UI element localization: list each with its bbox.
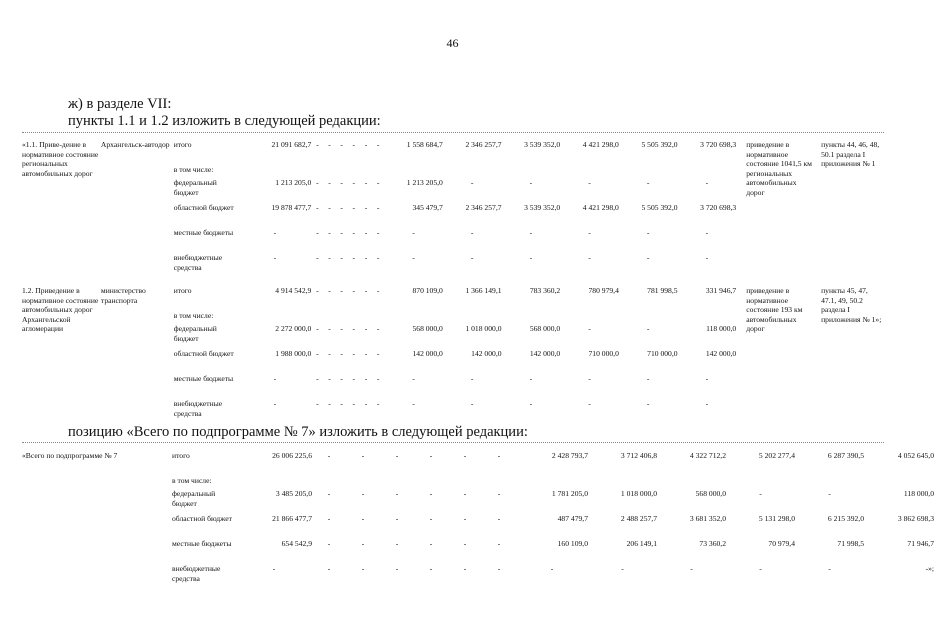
year-cell: - <box>352 203 356 212</box>
year-cell: - <box>328 324 331 333</box>
year-cell: - <box>529 399 533 408</box>
year-cell: 710 000,0 <box>647 349 678 358</box>
year-cell: - <box>463 514 467 523</box>
year-cell: 6 215 392,0 <box>827 514 864 523</box>
year-cell <box>360 311 372 324</box>
year-cell: 73 360,2 <box>699 539 726 548</box>
year-cell: 2 428 793,7 <box>551 451 588 460</box>
year-cell <box>443 311 502 324</box>
year-cell: - <box>352 374 356 383</box>
year-cell: - <box>412 374 415 383</box>
year-cell: - <box>352 324 356 333</box>
year-cell: - <box>646 399 650 408</box>
year-cell: - <box>646 374 650 383</box>
year-cell: - <box>364 374 368 383</box>
year-cell: - <box>588 374 591 383</box>
year-cell: - <box>376 253 380 262</box>
year-cell: 1 018 000,0 <box>620 489 657 498</box>
year-cell: - <box>340 253 343 262</box>
year-cell <box>516 476 588 489</box>
year-cell <box>346 476 380 489</box>
year-cell: - <box>352 178 356 187</box>
year-cell: - <box>328 140 331 149</box>
year-cell: - <box>429 539 433 548</box>
year-cell: 783 360,2 <box>529 286 561 295</box>
year-cell: - <box>364 286 368 295</box>
year-cell: - <box>412 253 415 262</box>
year-cell: 118 000,0 <box>903 489 934 498</box>
year-cell: - <box>327 564 331 573</box>
year-cell <box>348 165 360 178</box>
year-cell <box>502 311 561 324</box>
year-cell: - <box>646 253 650 262</box>
year-cell <box>443 165 502 178</box>
source-label: областной бюджет <box>173 349 234 358</box>
year-cell: - <box>470 374 474 383</box>
source-label: внебюджетные средства <box>173 253 223 272</box>
year-cell: - <box>327 539 331 548</box>
year-cell: - <box>529 253 533 262</box>
year-cell: 5 505 392,0 <box>641 140 678 149</box>
year-cell: - <box>705 228 709 237</box>
total-cell <box>238 165 311 178</box>
expected-result: приведение в нормативное состояние 193 км автомобильных дорог <box>746 286 803 334</box>
year-cell: 3 862 698,3 <box>897 514 934 523</box>
year-cell: - <box>316 253 319 262</box>
year-cell: 2 346 257,7 <box>465 203 502 212</box>
year-cell: - <box>376 324 380 333</box>
year-cell: 5 505 392,0 <box>641 203 678 212</box>
year-cell: - <box>376 140 380 149</box>
year-cell: 345 479,7 <box>412 203 443 212</box>
year-cell: 70 979,4 <box>768 539 795 548</box>
year-cell: - <box>328 253 331 262</box>
year-cell: 1 558 684,7 <box>406 140 443 149</box>
source-label: итого <box>172 451 190 460</box>
total-cell: - <box>273 253 277 262</box>
year-cell: - <box>340 374 343 383</box>
table-top-border <box>22 132 884 133</box>
year-cell: - <box>364 140 368 149</box>
year-cell: - <box>463 489 467 498</box>
year-cell: - <box>497 489 501 498</box>
year-cell: 2 488 257,7 <box>620 514 657 523</box>
year-cell: - <box>361 564 365 573</box>
source-label: областной бюджет <box>172 514 232 523</box>
year-cell: - <box>429 489 433 498</box>
source-label: итого <box>173 140 192 149</box>
year-cell: 4 421 298,0 <box>582 203 619 212</box>
year-cell: - <box>364 228 368 237</box>
year-cell: 1 366 149,1 <box>465 286 502 295</box>
year-cell: - <box>328 399 331 408</box>
year-cell: - <box>316 140 319 149</box>
total-cell: 3 485 205,0 <box>275 489 312 498</box>
year-cell: - <box>828 564 831 573</box>
year-cell <box>384 165 443 178</box>
year-cell: - <box>328 203 331 212</box>
year-cell: - <box>395 514 399 523</box>
subprogram-total-table <box>22 451 934 589</box>
year-cell: - <box>316 399 319 408</box>
year-cell <box>619 165 678 178</box>
year-cell: - <box>828 489 831 498</box>
year-cell: - <box>328 178 331 187</box>
total-cell: - <box>272 564 276 573</box>
year-cell <box>348 311 360 324</box>
year-cell: - <box>316 374 319 383</box>
year-cell <box>560 311 619 324</box>
year-cell <box>414 476 448 489</box>
year-cell: 780 979,4 <box>588 286 619 295</box>
year-cell <box>372 311 384 324</box>
year-cell: - <box>646 178 650 187</box>
source-label: в том числе: <box>173 311 214 320</box>
year-cell: - <box>376 228 380 237</box>
year-cell: - <box>340 140 343 149</box>
source-label: федеральный бюджет <box>173 178 217 197</box>
year-cell: - <box>364 399 368 408</box>
year-cell: - <box>463 564 467 573</box>
year-cell: - <box>429 564 433 573</box>
year-cell: - <box>376 349 380 358</box>
year-cell: - <box>529 178 533 187</box>
year-cell <box>795 476 864 489</box>
year-cell: - <box>340 399 343 408</box>
year-cell: - <box>352 253 356 262</box>
year-cell: - <box>340 349 343 358</box>
year-cell: - <box>328 374 331 383</box>
year-cell: 3 712 406,8 <box>620 451 657 460</box>
year-cell: - <box>376 178 380 187</box>
year-cell: - <box>376 399 380 408</box>
total-cell: 1 988 000,0 <box>275 349 312 358</box>
year-cell: - <box>588 399 591 408</box>
year-cell: - <box>588 228 591 237</box>
year-cell: - <box>705 374 709 383</box>
year-cell: 160 109,0 <box>557 539 588 548</box>
year-cell: - <box>364 178 368 187</box>
year-cell: - <box>361 451 365 460</box>
source-label: местные бюджеты <box>172 539 232 548</box>
year-cell: 118 000,0 <box>706 324 737 333</box>
year-cell: - <box>529 228 533 237</box>
items-heading: пункты 1.1 и 1.2 изложить в следующей редакции: <box>68 113 381 129</box>
year-cell: - <box>588 253 591 262</box>
item-name: «1.1. Приве-дение в нормативное состояние региональных автомобильных дорог <box>22 140 99 178</box>
year-cell: - <box>497 539 501 548</box>
year-cell: 710 000,0 <box>588 349 619 358</box>
year-cell: 3 539 352,0 <box>524 140 561 149</box>
total-cell: 21 091 682,7 <box>271 140 312 149</box>
position-heading: позицию «Всего по подпрограмме № 7» изложить в следующей редакции: <box>68 424 528 440</box>
year-cell: - <box>327 451 331 460</box>
year-cell: - <box>352 349 356 358</box>
year-cell: - <box>364 203 368 212</box>
year-cell <box>678 311 737 324</box>
year-cell: - <box>364 324 368 333</box>
year-cell: 2 346 257,7 <box>465 140 502 149</box>
year-cell: - <box>497 564 501 573</box>
year-cell: - <box>352 228 356 237</box>
year-cell: 568 000,0 <box>695 489 726 498</box>
year-cell <box>312 476 346 489</box>
year-cell <box>864 476 934 489</box>
year-cell: 3 720 698,3 <box>700 140 737 149</box>
year-cell: - <box>316 178 319 187</box>
total-cell: - <box>273 228 277 237</box>
year-cell: - <box>588 178 591 187</box>
year-cell: - <box>340 286 343 295</box>
year-cell: - <box>376 286 380 295</box>
year-cell: 487 479,7 <box>557 514 588 523</box>
year-cell <box>482 476 516 489</box>
year-cell: - <box>497 514 501 523</box>
year-cell <box>336 311 348 324</box>
year-cell: 3 681 352,0 <box>689 514 726 523</box>
year-cell: - <box>463 539 467 548</box>
year-cell: - <box>364 253 368 262</box>
year-cell: - <box>412 399 415 408</box>
year-cell: 1 781 205,0 <box>551 489 588 498</box>
total-cell: 654 542,9 <box>281 539 312 548</box>
year-cell: - <box>340 178 343 187</box>
year-cell: - <box>364 349 368 358</box>
year-cell: - <box>621 564 624 573</box>
year-cell: - <box>690 564 693 573</box>
total-cell: 4 914 542,9 <box>275 286 312 295</box>
year-cell: - <box>429 514 433 523</box>
year-cell: 142 000,0 <box>529 349 561 358</box>
year-cell: - <box>340 324 343 333</box>
table-top-border-2 <box>22 442 884 443</box>
year-cell: - <box>316 286 319 295</box>
expected-result: приведение в нормативное состояние 1041,5 км региональных автомобильных дорог <box>746 140 812 197</box>
year-cell: 4 322 712,2 <box>689 451 726 460</box>
year-cell <box>372 165 384 178</box>
year-cell: - <box>328 286 331 295</box>
year-cell: - <box>705 399 709 408</box>
year-cell: 142 000,0 <box>705 349 737 358</box>
year-cell: - <box>327 514 331 523</box>
links: пункты 45, 47, 47.1, 49, 50.2 раздела I приложения № 1»; <box>821 286 882 324</box>
year-cell: 1 018 000,0 <box>465 324 502 333</box>
year-cell: 206 149,1 <box>626 539 657 548</box>
year-cell: 1 213 205,0 <box>406 178 443 187</box>
year-cell: - <box>395 564 399 573</box>
year-cell: - <box>316 228 319 237</box>
year-cell <box>678 165 737 178</box>
total-cell <box>236 476 312 489</box>
source-label: итого <box>173 286 192 295</box>
year-cell: - <box>588 324 591 333</box>
source-label: в том числе: <box>172 476 212 485</box>
total-cell: - <box>273 374 277 383</box>
year-cell: 5 202 277,4 <box>758 451 795 460</box>
year-cell: - <box>429 451 433 460</box>
year-cell <box>311 311 323 324</box>
year-cell: 568 000,0 <box>529 324 561 333</box>
year-cell: - <box>316 349 319 358</box>
year-cell: - <box>361 539 365 548</box>
total-cell: 2 272 000,0 <box>275 324 312 333</box>
year-cell: - <box>328 228 331 237</box>
total-cell: 19 878 477,7 <box>271 203 312 212</box>
year-cell: 781 998,5 <box>647 286 678 295</box>
year-cell <box>588 476 657 489</box>
source-label: внебюджетные средства <box>172 564 221 583</box>
year-cell: 5 131 298,0 <box>758 514 795 523</box>
year-cell: - <box>361 514 365 523</box>
year-cell: - <box>470 178 474 187</box>
year-cell <box>502 165 561 178</box>
total-cell: - <box>273 399 277 408</box>
page-number: 46 <box>446 36 459 50</box>
year-cell-closing: -»; <box>925 564 934 573</box>
year-cell: 71 998,5 <box>837 539 864 548</box>
source-label: федеральный бюджет <box>173 324 217 343</box>
year-cell <box>726 476 795 489</box>
year-cell: 71 946,7 <box>907 539 934 548</box>
year-cell: - <box>759 489 762 498</box>
year-cell <box>560 165 619 178</box>
section-heading: ж) в разделе VII: <box>68 96 172 112</box>
year-cell: - <box>376 374 380 383</box>
source-label: местные бюджеты <box>173 374 234 383</box>
year-cell: - <box>705 253 709 262</box>
source-label: федеральный бюджет <box>172 489 216 508</box>
year-cell: - <box>352 399 356 408</box>
year-cell: - <box>328 349 331 358</box>
year-cell: 3 720 698,3 <box>700 203 737 212</box>
executor: Архангельск-автодор <box>100 140 170 149</box>
item-1-1-table <box>22 140 884 278</box>
source-label: внебюджетные средства <box>173 399 223 418</box>
year-cell: - <box>412 228 415 237</box>
total-cell: 26 006 225,6 <box>272 451 312 460</box>
year-cell: 4 052 645,0 <box>897 451 934 460</box>
year-cell: 3 539 352,0 <box>524 203 561 212</box>
year-cell: 4 421 298,0 <box>582 140 619 149</box>
year-cell <box>323 311 335 324</box>
year-cell: - <box>550 564 554 573</box>
total-cell: 21 866 477,7 <box>272 514 312 523</box>
links: пункты 44, 46, 48, 50.1 раздела I приложения № 1 <box>821 140 880 169</box>
year-cell <box>619 311 678 324</box>
year-cell <box>384 311 443 324</box>
source-label: в том числе: <box>173 165 214 174</box>
year-cell: - <box>705 178 709 187</box>
year-cell: - <box>470 228 474 237</box>
year-cell: - <box>470 253 474 262</box>
year-cell <box>380 476 414 489</box>
year-cell: - <box>470 399 474 408</box>
total-cell: 1 213 205,0 <box>275 178 312 187</box>
year-cell: - <box>340 203 343 212</box>
executor: министерство транспорта <box>100 286 146 305</box>
year-cell: - <box>463 451 467 460</box>
year-cell: 6 287 390,5 <box>827 451 864 460</box>
year-cell <box>448 476 482 489</box>
year-cell: - <box>395 451 399 460</box>
year-cell: - <box>395 539 399 548</box>
year-cell: - <box>759 564 762 573</box>
year-cell: - <box>646 324 650 333</box>
year-cell <box>311 165 323 178</box>
year-cell: - <box>497 451 501 460</box>
item-name: «Всего по подпрограмме № 7 <box>22 451 118 460</box>
year-cell: - <box>376 203 380 212</box>
year-cell: 142 000,0 <box>412 349 443 358</box>
year-cell <box>657 476 726 489</box>
year-cell: - <box>361 489 365 498</box>
year-cell: - <box>327 489 331 498</box>
source-label: областной бюджет <box>173 203 234 212</box>
total-cell <box>238 311 311 324</box>
item-name: 1.2. Приведение в нормативное состояние автомобильных дорог Архангельской агломерации <box>22 286 99 334</box>
year-cell: 331 946,7 <box>705 286 737 295</box>
year-cell: - <box>352 140 356 149</box>
year-cell <box>336 165 348 178</box>
year-cell <box>360 165 372 178</box>
year-cell: - <box>529 374 533 383</box>
year-cell: - <box>352 286 356 295</box>
year-cell: - <box>316 203 319 212</box>
year-cell <box>323 165 335 178</box>
year-cell: 568 000,0 <box>412 324 443 333</box>
year-cell: 870 109,0 <box>412 286 443 295</box>
year-cell: - <box>395 489 399 498</box>
year-cell: - <box>340 228 343 237</box>
year-cell: 142 000,0 <box>471 349 502 358</box>
year-cell: - <box>316 324 319 333</box>
item-1-2-table <box>22 286 884 424</box>
source-label: местные бюджеты <box>173 228 234 237</box>
year-cell: - <box>646 228 650 237</box>
